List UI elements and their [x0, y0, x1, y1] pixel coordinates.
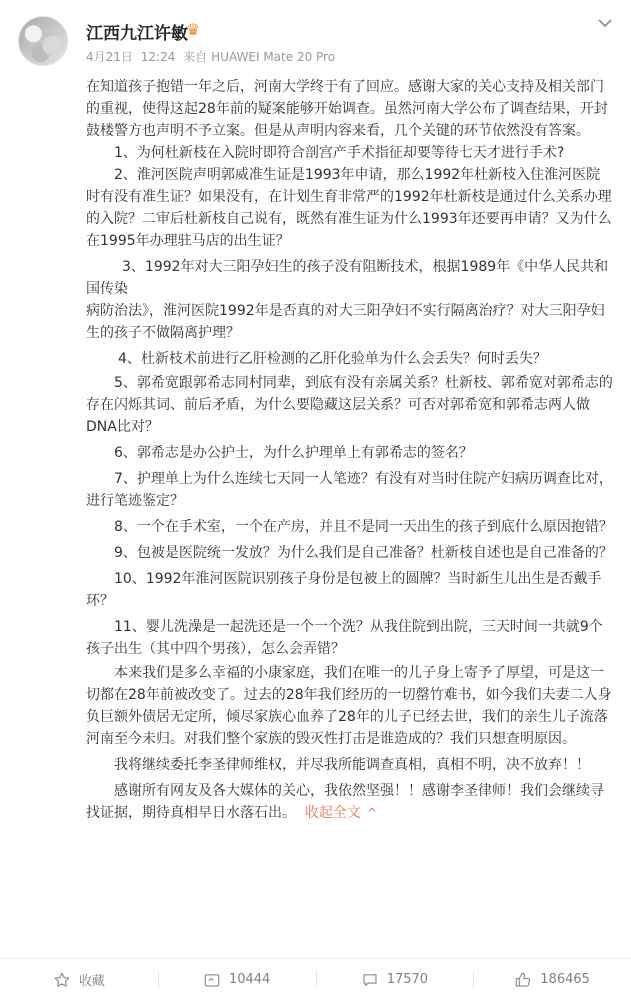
post-header: [0, 0, 631, 72]
chevron-up-icon[interactable]: ^: [366, 806, 377, 820]
favorite-button[interactable]: [0, 959, 158, 1000]
author-name[interactable]: 江西九江许敏: [86, 24, 188, 44]
action-bar: [0, 959, 631, 1000]
question-11: 11、婴儿洗澡是一起洗还是一个一个洗？从我住院到出院，三天时间一共就9个孩子出生（其中四个男孩），怎么会弄错？: [86, 619, 603, 657]
collapse-label[interactable]: 收起全文: [304, 805, 361, 821]
post-paragraph-intro: 在知道孩子抱错一年之后，河南大学终于有了回应。感谢大家的关心支持及相关部门的重视，使得这起28年前的疑案能够开始调查。虽然河南大学公布了调查结果，开封鼓楼警方也声明不予立案。但是从声明内容来看，几个关键的环节依然没有答案。: [86, 79, 608, 139]
post-time: 12:24: [140, 50, 176, 64]
device-name[interactable]: HUAWEI Mate 20 Pro: [211, 50, 336, 64]
like-count: 186465: [540, 972, 590, 987]
repost-count: 10444: [228, 972, 271, 987]
question-8: 8、一个在手术室，一个在产房，并且不是同一天出生的孩子到底什么原因抱错？: [114, 519, 613, 535]
question-6: 6、郭希志是办公护士，为什么护理单上有郭希志的签名？: [114, 445, 473, 461]
favorite-label: 收藏: [78, 974, 105, 989]
repost-icon: [203, 971, 221, 989]
avatar[interactable]: [18, 16, 68, 66]
post-paragraph-thanks: [86, 780, 614, 824]
post-paragraph-family: 本来我们是多么幸福的小康家庭，我们在唯一的儿子身上寄予了厚望，可是这一切都在28年前被改变了。过去的28年我们经历的一切罄竹难书，如今我们夫妻二人身负巨额外债居无定所，倾尽家族心血养了28年的儿子已经去世，我们的亲生儿子流落河南至今未归。对我们整个家族的毁灭性打击是谁造成的？我们只想查明原因。: [86, 665, 612, 747]
post-paragraph-lawyer: 我将继续委托李圣律师维权，并尽我所能调查真相，真相不明，决不放弃！！: [114, 757, 590, 773]
repost-button[interactable]: [158, 959, 316, 1000]
comment-button[interactable]: [316, 959, 474, 1000]
source-prefix: 来自: [183, 50, 208, 64]
post-meta: [86, 48, 339, 65]
question-2: 2、淮河医院声明郭威准生证是1993年申请，那么1992年杜新枝入住淮河医院时有没有准生证？如果没有，在计划生育非常严的1992年杜新枝是通过什么关系办理的入院？二审后杜新枝自己说有，既然有准生证为什么1993年还要再申请？又为什么在1995年办理驻马店的出生证？: [86, 167, 612, 249]
question-3-part-1: 3、1992年对大三阳孕妇生的孩子没有阻断技术，根据1989年《中华人民共和国传染: [86, 259, 609, 297]
question-3-part-2: 病防治法》，淮河医院1992年是否真的对大三阳孕妇不实行隔离治疗？对大三阳孕妇生的孩子不做隔离护理？: [86, 303, 605, 341]
question-10: 10、1992年淮河医院识别孩子身份是包被上的圆牌？当时新生儿出生是否戴手环？: [86, 571, 602, 609]
comment-icon: [361, 971, 379, 989]
like-icon: [514, 971, 532, 989]
collapse-full-text-link[interactable]: [300, 805, 377, 821]
question-4: 4、杜新枝术前进行乙肝检测的乙肝化验单为什么会丢失？何时丢失？: [118, 351, 547, 367]
question-5: 5、郭希宽跟郭希志同村同辈，到底有没有亲属关系？杜新枝、郭希宽对郭希志的存在闪烁其词、前后矛盾，为什么要隐藏这层关系？可否对郭希宽和郭希志两人做DNA比对？: [86, 375, 613, 435]
question-1: 1、为何杜新枝在入院时即符合剖宫产手术指征却要等待七天才进行手术?: [114, 145, 565, 161]
chevron-down-icon[interactable]: [595, 14, 615, 34]
vip-crown-icon[interactable]: ♛: [185, 20, 201, 39]
comment-count: 17570: [386, 972, 429, 987]
question-9: 9、包被是医院统一发放？为什么我们是自己准备？杜新枝自述也是自己准备的？: [114, 545, 613, 561]
question-7: 7、护理单上为什么连续七天同一人笔迹？有没有对当时住院产妇病历调查比对，进行笔迹鉴定？: [86, 471, 613, 509]
post-date: 4月21日: [86, 50, 133, 64]
post-body: [86, 76, 614, 824]
thanks-text: 感谢所有网友及各大媒体的关心，我依然坚强！！感谢李圣律师！我们会继续寻找证据，期待真相早日水落石出。: [86, 783, 604, 821]
like-button[interactable]: [473, 959, 631, 1000]
star-icon: [53, 971, 71, 989]
